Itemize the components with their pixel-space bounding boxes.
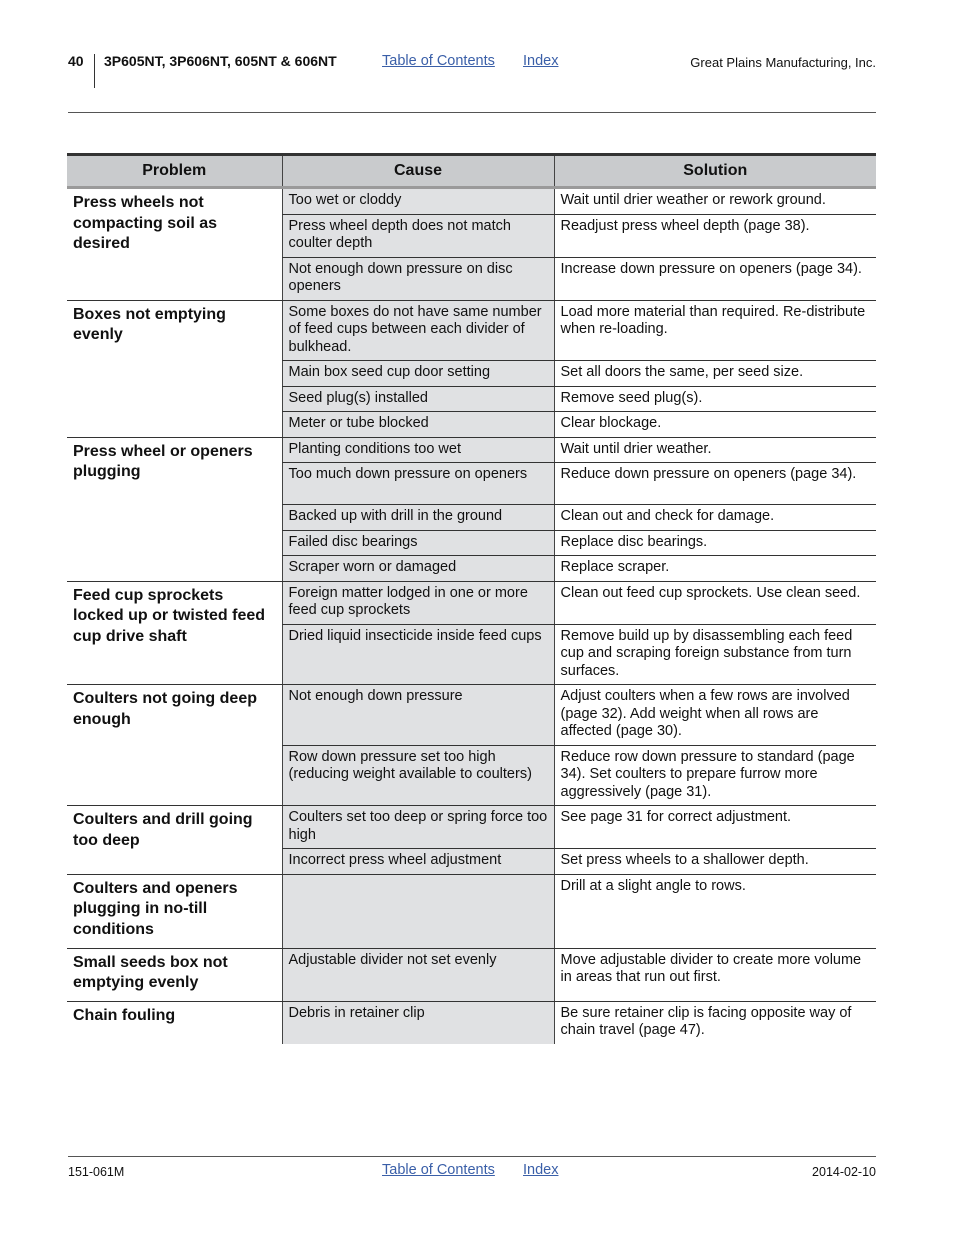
revision-date: 2014-02-10 <box>812 1165 876 1179</box>
header-index-link[interactable]: Index <box>523 53 559 69</box>
cause-cell: Backed up with drill in the ground <box>282 505 554 531</box>
table-row <box>67 874 876 948</box>
table-row <box>67 300 876 361</box>
solution-cell: Remove seed plug(s). <box>554 386 876 412</box>
cause-cell: Debris in retainer clip <box>282 1001 554 1044</box>
header-solution: Solution <box>554 155 876 188</box>
header-divider <box>94 54 95 88</box>
cause-cell: Not enough down pressure <box>282 685 554 746</box>
table-row <box>67 948 876 1001</box>
solution-cell: Replace disc bearings. <box>554 530 876 556</box>
problem-cell: Boxes not emptying evenly <box>67 300 282 437</box>
problem-cell: Feed cup sprockets locked up or twisted feed cup drive shaft <box>67 581 282 685</box>
cause-cell: Foreign matter lodged in one or more feed cup sprockets <box>282 581 554 624</box>
table-row <box>67 806 876 849</box>
cause-cell: Failed disc bearings <box>282 530 554 556</box>
cause-cell: Some boxes do not have same number of feed cups between each divider of bulkhead. <box>282 300 554 361</box>
solution-cell: Increase down pressure on openers (page 34). <box>554 257 876 300</box>
header-cause: Cause <box>282 155 554 188</box>
cause-cell: Scraper worn or damaged <box>282 556 554 582</box>
table-row <box>67 685 876 746</box>
cause-cell: Too wet or cloddy <box>282 188 554 215</box>
table-header-row <box>67 155 876 188</box>
table-row <box>67 1001 876 1044</box>
problem-cell: Coulters not going deep enough <box>67 685 282 806</box>
cause-cell: Dried liquid insecticide inside feed cups <box>282 624 554 685</box>
solution-cell: Adjust coulters when a few rows are involved (page 32). Add weight when all rows are affected (page 30). <box>554 685 876 746</box>
solution-cell: Replace scraper. <box>554 556 876 582</box>
solution-cell: Be sure retainer clip is facing opposite way of chain travel (page 47). <box>554 1001 876 1044</box>
problem-cell: Coulters and openers plugging in no-till conditions <box>67 874 282 948</box>
footer-index-link[interactable]: Index <box>523 1162 559 1178</box>
cause-cell <box>282 874 554 948</box>
page-header <box>68 50 876 90</box>
solution-cell: Drill at a slight angle to rows. <box>554 874 876 948</box>
solution-cell: Reduce down pressure on openers (page 34). <box>554 463 876 505</box>
header-rule <box>68 112 876 113</box>
solution-cell: See page 31 for correct adjustment. <box>554 806 876 849</box>
problem-cell: Chain fouling <box>73 1006 176 1024</box>
footer-toc-link[interactable]: Table of Contents <box>382 1162 495 1178</box>
table-row <box>67 437 876 463</box>
doc-number: 151-061M <box>68 1165 125 1179</box>
company-name: Great Plains Manufacturing, Inc. <box>690 55 876 70</box>
solution-cell: Move adjustable divider to create more volume in areas that run out first. <box>554 948 876 1001</box>
cause-cell: Adjustable divider not set evenly <box>282 948 554 1001</box>
problem-cell: Coulters and drill going too deep <box>67 806 282 875</box>
solution-cell: Set all doors the same, per seed size. <box>554 361 876 387</box>
problem-cell: Press wheel or openers plugging <box>67 437 282 581</box>
cause-cell: Seed plug(s) installed <box>282 386 554 412</box>
table-row <box>67 581 876 624</box>
cause-cell: Meter or tube blocked <box>282 412 554 438</box>
cause-cell: Too much down pressure on openers <box>282 463 554 505</box>
cause-cell: Main box seed cup door setting <box>282 361 554 387</box>
cause-cell: Planting conditions too wet <box>282 437 554 463</box>
cause-cell: Coulters set too deep or spring force too high <box>282 806 554 849</box>
cause-cell: Not enough down pressure on disc openers <box>282 257 554 300</box>
solution-cell: Clean out feed cup sprockets. Use clean seed. <box>554 581 876 624</box>
solution-cell: Clean out and check for damage. <box>554 505 876 531</box>
solution-cell: Readjust press wheel depth (page 38). <box>554 214 876 257</box>
page-number: 40 <box>68 53 84 69</box>
table-row <box>67 188 876 215</box>
solution-cell: Wait until drier weather or rework ground. <box>554 188 876 215</box>
cause-cell: Row down pressure set too high (reducing weight available to coulters) <box>282 745 554 806</box>
solution-cell: Reduce row down pressure to standard (page 34). Set coulters to prepare furrow more aggressively (page 31). <box>554 745 876 806</box>
cause-cell: Press wheel depth does not match coulter depth <box>282 214 554 257</box>
problem-cell: Small seeds box not emptying evenly <box>67 948 282 1001</box>
header-toc-link[interactable]: Table of Contents <box>382 53 495 69</box>
cause-cell: Incorrect press wheel adjustment <box>282 849 554 875</box>
solution-cell: Wait until drier weather. <box>554 437 876 463</box>
troubleshooting-table <box>67 153 876 1044</box>
footer-rule <box>68 1156 876 1157</box>
solution-cell: Clear blockage. <box>554 412 876 438</box>
solution-cell: Remove build up by disassembling each feed cup and scraping foreign substance from turn surfaces. <box>554 624 876 685</box>
header-problem: Problem <box>67 155 282 188</box>
solution-cell: Load more material than required. Re-distribute when re-loading. <box>554 300 876 361</box>
problem-cell: Press wheels not compacting soil as desired <box>67 188 282 301</box>
model-title: 3P605NT, 3P606NT, 605NT & 606NT <box>104 53 337 69</box>
solution-cell: Set press wheels to a shallower depth. <box>554 849 876 875</box>
